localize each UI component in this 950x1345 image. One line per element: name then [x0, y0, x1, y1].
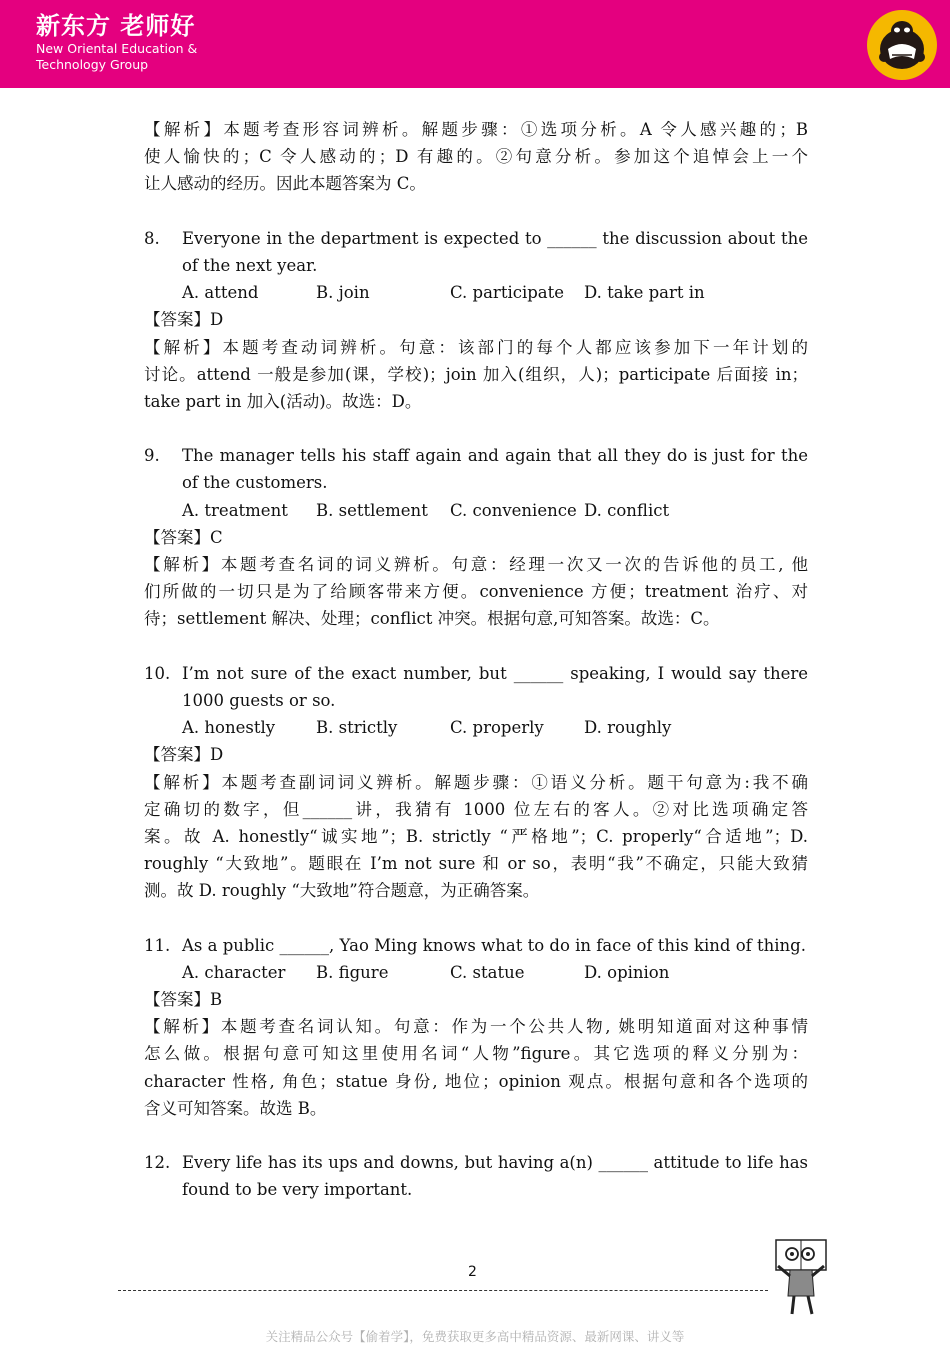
option-c: C. participate: [450, 283, 565, 303]
option-c: C. convenience: [450, 500, 577, 520]
question-number: 12.: [144, 1153, 171, 1173]
option-b: B. strictly: [316, 718, 398, 738]
previous-analysis: 【解析】本题考查形容词辨析。解题步骤：①选项分析。A 令人感兴趣的；B 使人愉快的；C 令人感动的；D 有趣的。②句意分析。参加这个追悼会上一个 让人感动的经历。因此本题答案为 C。: [144, 120, 808, 194]
answer: 【答案】D: [144, 310, 224, 330]
question-11: [144, 932, 808, 1122]
option-a: A. treatment: [182, 500, 288, 520]
option-a: A. attend: [182, 283, 259, 303]
question-stem: of the next year.: [182, 255, 318, 275]
option-d: D. opinion: [584, 962, 670, 982]
footer-divider: [118, 1290, 768, 1291]
question-stem: Everyone in the department is expected to ______ the discussion about the: [182, 228, 808, 248]
analysis-line: 们所做的一切只是为了给顾客带来方便。convenience 方便；treatment 治疗、对: [144, 582, 808, 602]
answer: 【答案】C: [144, 527, 223, 547]
analysis-line: 定确切的数字，但______讲，我猜有 1000 位左右的客人。②对比选项确定答: [144, 799, 808, 819]
analysis-line: 讨论。attend 一般是参加(课，学校)；join 加入(组织，人)；participate 后面接 in；: [144, 364, 808, 384]
question-stem: of the customers.: [182, 473, 328, 493]
question-number: 9.: [144, 446, 160, 466]
analysis-line: character 性格, 角色；statue 身份, 地位；opinion 观点。根据句意和各个选项的: [144, 1071, 808, 1091]
option-b: B. figure: [316, 962, 389, 982]
options-row: [144, 497, 808, 524]
analysis-line: 怎么做。根据句意可知这里使用名词“人物”figure。其它选项的释义分别为：: [144, 1044, 808, 1064]
reading-mascot-icon: [768, 1236, 834, 1320]
gorilla-logo-icon: [866, 9, 938, 81]
analysis-line: take part in 加入(活动)。故选：D。: [144, 391, 422, 411]
option-d: D. take part in: [584, 283, 705, 303]
analysis-line: 含义可知答案。故选 B。: [144, 1098, 327, 1118]
question-stem: 1000 guests or so.: [182, 690, 336, 710]
option-c: C. statue: [450, 962, 525, 982]
page-number: 2: [468, 1264, 477, 1280]
answer: 【答案】D: [144, 745, 224, 765]
option-c: C. properly: [450, 718, 544, 738]
options-row: [144, 959, 808, 986]
footer-promo-note: 关注精品公众号【偷着学】，免费获取更多高中精品资源、最新网课、讲义等: [265, 1329, 685, 1344]
question-number: 11.: [144, 935, 171, 955]
option-b: B. settlement: [316, 500, 428, 520]
analysis-line: 待；settlement 解决、处理；conflict 冲突。根据句意,可知答案。故选：C。: [144, 609, 720, 629]
answer: 【答案】B: [144, 990, 223, 1009]
analysis-line: 测。故 D. roughly “大致地”符合题意，为正确答案。: [144, 881, 540, 901]
question-stem: I’m not sure of the exact number, but ______ speaking, I would say there: [182, 663, 808, 683]
options-row: [144, 279, 808, 306]
option-d: D. conflict: [584, 500, 670, 520]
analysis-line: 【解析】本题考查动词辨析。句意：该部门的每个人都应该参加下一年计划的: [144, 337, 808, 357]
question-10: [144, 660, 808, 905]
question-8: [144, 225, 808, 415]
option-d: D. roughly: [584, 718, 672, 738]
option-b: B. join: [316, 283, 370, 303]
analysis-line: roughly “大致地”。题眼在 I’m not sure 和 or so，表明“我”不确定，只能大致猜: [144, 854, 808, 874]
header-banner: [0, 0, 950, 88]
analysis-line: 【解析】本题考查名词认知。句意：作为一个公共人物, 姚明知道面对这种事情: [144, 1017, 808, 1037]
question-number: 10.: [144, 663, 171, 683]
option-a: A. honestly: [182, 718, 276, 738]
analysis-line: 【解析】本题考查副词词义辨析。解题步骤：①语义分析。题干句意为:我不确: [144, 772, 808, 792]
brand-name-cn: 新东方 老师好: [36, 12, 196, 40]
question-stem: Every life has its ups and downs, but having a(n) ______ attitude to life has: [182, 1153, 808, 1173]
question-stem: found to be very important.: [182, 1180, 413, 1200]
question-12: [144, 1149, 808, 1203]
question-9: [144, 442, 808, 632]
option-a: A. character: [182, 962, 286, 982]
question-number: 8.: [144, 228, 160, 248]
document-body: [144, 116, 808, 1204]
brand-name-en: New Oriental Education & Technology Group: [36, 41, 198, 72]
options-row: [144, 714, 808, 741]
question-stem: As a public ______, Yao Ming knows what to do in face of this kind of thing.: [182, 935, 806, 955]
analysis-line: 案。故 A. honestly“诚实地”；B. strictly “严格地”；C. properly“合适地”；D.: [144, 826, 808, 846]
analysis-line: 【解析】本题考查名词的词义辨析。句意：经理一次又一次的告诉他的员工, 他: [144, 555, 808, 574]
question-stem: The manager tells his staff again and again that all they do is just for the: [182, 446, 808, 466]
